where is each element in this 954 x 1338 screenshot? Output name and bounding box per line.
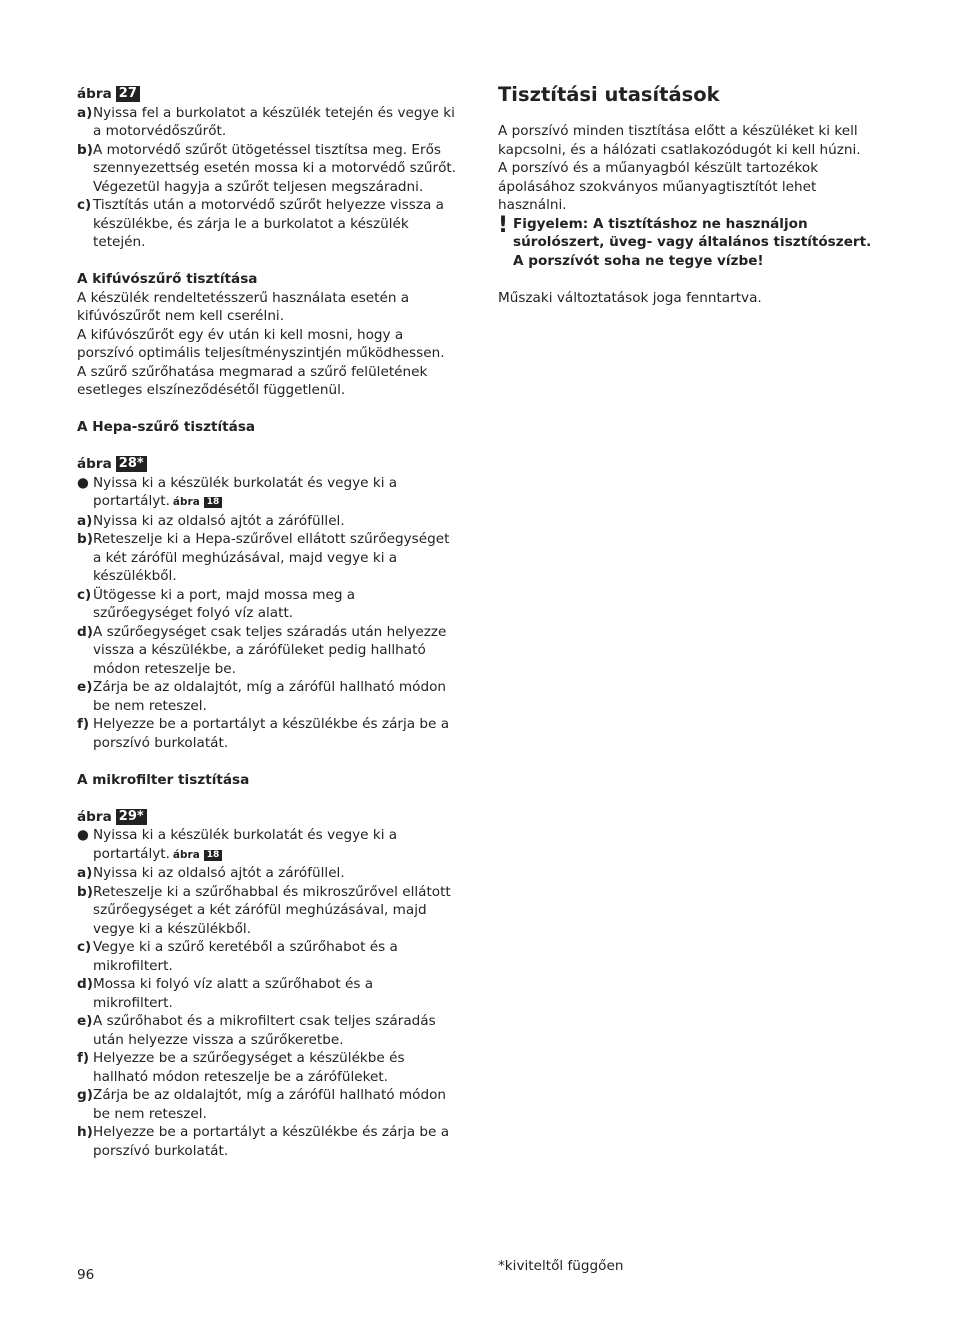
list-item: ● Nyissa ki a készülék burkolatát és vegye ki a portartályt. ábra 18: [77, 827, 398, 862]
list-item: c) Tisztítás után a motorvédő szűrőt helyezze vissza a készülékbe, és zárja le a burkolatot a készülék tetején.: [77, 197, 444, 250]
figure-ref-27: [77, 85, 457, 104]
list-item: g) Zárja be az oldalajtót, míg a zárófül hallható módon be nem reteszel.: [77, 1087, 447, 1122]
steps-figure-28: [77, 512, 457, 753]
footnote: *kiviteltől függően: [498, 1258, 624, 1274]
list-item: e) A szűrőhabot és a mikrofiltert csak teljes száradás után helyezze vissza a szűrőkeretbe.: [77, 1013, 436, 1048]
figure-label: ábra: [77, 808, 112, 825]
figure-label: ábra: [77, 86, 112, 102]
list-item: b) Reteszelje ki a Hepa-szűrővel ellátott szűrőegységet a két zárófül meghúzásával, majd vegye ki a készülékből.: [77, 531, 450, 584]
page-number: 96: [77, 1267, 95, 1283]
paragraph: A kifúvószűrőt egy év után ki kell mosni, hogy a porszívó optimális teljesítményszintjén működhessen. A szűrő szűrőhatása megmarad a szűrő felületének esetleges elszíneződésétől függetlenül.: [77, 326, 445, 398]
figure-ref-28: [77, 455, 457, 474]
figure-number-badge: 18: [204, 850, 223, 861]
figure-ref-29: [77, 808, 457, 827]
list-item: b) Reteszelje ki a szűrőhabbal és mikroszűrővel ellátott szűrőegységet a két zárófül meghúzásával, majd vegye ki a készülékből.: [77, 883, 451, 937]
warning-note: [498, 212, 873, 271]
paragraph: A készülék rendeltetésszerű használata esetén a kifúvószűrőt nem kell cserélni.: [77, 289, 410, 324]
right-column: [498, 82, 873, 307]
steps-figure-29: [77, 864, 457, 1160]
list-item: a) Nyissa ki az oldalsó ajtót a zárófüllel.: [77, 512, 345, 529]
list-item: b) A motorvédő szűrőt ütögetéssel tisztítsa meg. Erős szennyezettség esetén mossa ki a motorvédő szűrőt. Végezetül hagyja a szűrőt teljesen megszáradni.: [77, 141, 457, 195]
section-heading-blow-filter: A kifúvószűrő tisztítása: [77, 271, 258, 287]
figure-label: ábra: [77, 456, 112, 472]
list-item: f) Helyezze be a portartályt a készülékbe és zárja be a porszívó burkolatát.: [77, 716, 450, 751]
figure-label: ábra: [172, 496, 200, 508]
rights-notice: Műszaki változtatások joga fenntartva.: [498, 289, 762, 306]
figure-number-badge: 28*: [116, 456, 147, 472]
figure-number-badge: 29*: [116, 809, 147, 825]
left-column: [77, 85, 457, 1160]
list-item: d) A szűrőegységet csak teljes száradás után helyezze vissza a készülékbe, a zárófüleket pedig hallható módon reteszelje be.: [77, 623, 447, 677]
page-title: Tisztítási utasítások: [498, 83, 720, 106]
list-item: c) Vegye ki a szűrő keretéből a szűrőhabot és a mikrofiltert.: [77, 939, 398, 974]
warning-text: Figyelem: A tisztításhoz ne használjon súrolószert, üveg- vagy általános tisztítószert. A porszívót soha ne tegye vízbe!: [513, 215, 872, 269]
figure-number-badge: 18: [204, 497, 223, 508]
figure-label: ábra: [172, 848, 200, 861]
list-item: a) Nyissa fel a burkolatot a készülék tetején és vegye ki a motorvédőszűrőt.: [77, 104, 455, 139]
section-heading-microfilter: A mikrofilter tisztítása: [77, 771, 250, 788]
paragraph: A porszívó minden tisztítása előtt a készüléket ki kell kapcsolni, és a hálózati csatlakozódugót ki kell húzni. A porszívó és a műanyagból készült tartozékok ápolásához szokványos műanyagtisztítót lehet használni.: [498, 123, 861, 213]
list-item: f) Helyezze be a szűrőegységet a készülékbe és hallható módon reteszelje be a zárófüleket.: [77, 1050, 405, 1085]
bullet-icon: ●: [77, 474, 89, 491]
list-item: c) Ütögesse ki a port, majd mossa meg a szűrőegységet folyó víz alatt.: [77, 586, 356, 621]
list-item: ● Nyissa ki a készülék burkolatát és vegye ki a portartályt. ábra 18: [77, 474, 398, 509]
warning-icon: !: [498, 212, 509, 238]
list-item: d) Mossa ki folyó víz alatt a szűrőhabot és a mikrofiltert.: [77, 976, 374, 1011]
figure-number-badge: 27: [116, 86, 140, 102]
bullet-icon: ●: [77, 827, 89, 843]
list-item: h) Helyezze be a portartályt a készülékbe és zárja be a porszívó burkolatát.: [77, 1124, 450, 1159]
list-item: a) Nyissa ki az oldalsó ajtót a zárófüllel.: [77, 865, 345, 881]
list-item: e) Zárja be az oldalajtót, míg a zárófül hallható módon be nem reteszel.: [77, 679, 447, 714]
steps-figure-27: [77, 104, 457, 252]
section-heading-hepa: A Hepa-szűrő tisztítása: [77, 419, 256, 435]
